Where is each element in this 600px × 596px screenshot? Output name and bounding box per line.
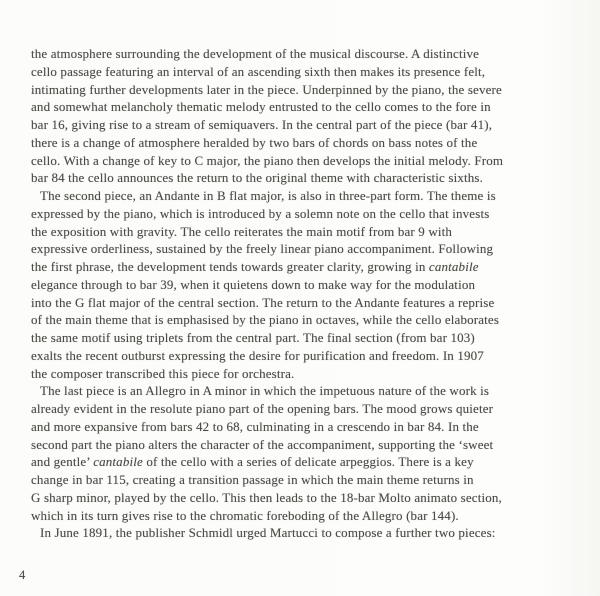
text-segment: which in its turn gives rise to the chromatic foreboding of the Allegro (bar 144). <box>31 507 459 523</box>
text-segment: second part the piano alters the character of the accompaniment, supporting the ‘sweet <box>31 436 494 452</box>
text-segment: of the main theme that is emphasised by the piano in octaves, while the cello elaborates <box>31 312 500 328</box>
text-segment: already evident in the resolute piano part of the opening bars. The mood grows quieter <box>31 401 494 416</box>
text-line <box>31 311 576 329</box>
text-line <box>31 400 576 418</box>
text-line <box>31 524 576 542</box>
text-line <box>31 436 576 454</box>
text-line <box>31 152 576 170</box>
text-line <box>31 329 576 347</box>
text-line <box>31 382 576 400</box>
text-segment: In June 1891, the publisher Schmidl urged Martucci to compose a further two pieces: <box>40 525 496 541</box>
italic-text: cantabile <box>428 259 479 274</box>
italic-text: cantabile <box>93 454 143 470</box>
text-segment: G sharp minor, played by the cello. This then leads to the 18-bar Molto animato section, <box>31 489 502 505</box>
text-line <box>31 489 576 507</box>
text-line <box>31 240 576 258</box>
text-line <box>31 45 576 63</box>
text-line <box>31 294 576 312</box>
body-text <box>31 45 576 542</box>
text-segment: the exposition with gravity. The cello reiterates the main motif from bar 9 with <box>31 223 453 239</box>
text-segment: exalts the recent outburst expressing the desire for purification and freedom. In 1907 <box>31 347 484 363</box>
text-segment: and more expansive from bars 42 to 68, culminating in a crescendo in bar 84. In the <box>31 418 479 434</box>
text-line <box>31 134 576 152</box>
text-line <box>31 169 576 187</box>
text-segment: The second piece, an Andante in B flat major, is also in three-part form. The theme is <box>40 188 496 203</box>
text-line <box>31 471 576 489</box>
text-segment: the first phrase, the development tends towards greater clarity, growing in <box>31 259 429 274</box>
text-segment: bar 16, giving rise to a stream of semiquavers. In the central part of the piece (bar 41), <box>31 117 493 132</box>
text-segment: expressed by the piano, which is introduced by a solemn note on the cello that invests <box>31 205 490 221</box>
text-segment: the atmosphere surrounding the development of the musical discourse. A distinctive <box>31 46 480 61</box>
text-segment: change in bar 115, creating a transition passage in which the main theme returns in <box>31 472 474 487</box>
text-line <box>31 258 576 276</box>
text-segment: cello. With a change of key to C major, the piano then develops the initial melody. From <box>31 152 504 168</box>
text-line <box>31 116 576 134</box>
text-segment: of the cello with a series of delicate arpeggios. There is a key <box>142 454 474 470</box>
text-segment: expressive orderliness, sustained by the freely linear piano accompaniment. Following <box>31 241 494 257</box>
text-line <box>31 453 576 471</box>
text-line <box>31 365 576 383</box>
text-line <box>31 98 576 116</box>
text-line <box>31 223 576 241</box>
text-segment: elegance through to bar 39, when it quietens down to make way for the modulation <box>31 276 476 292</box>
text-segment: and gentle’ <box>31 454 94 470</box>
page-number: 4 <box>19 568 26 582</box>
text-line <box>31 418 576 436</box>
text-segment: the composer transcribed this piece for orchestra. <box>31 365 295 381</box>
text-line <box>31 507 576 525</box>
text-segment: The last piece is an Allegro in A minor in which the impetuous nature of the work is <box>40 383 490 399</box>
text-segment: there is a change of atmosphere heralded by two bars of chords on bass notes of the <box>31 134 478 150</box>
text-line <box>31 276 576 294</box>
text-line <box>31 63 576 81</box>
text-segment: bar 84 the cello announces the return to the original theme with characteristic sixths. <box>31 170 484 186</box>
text-segment: and somewhat melancholy thematic melody entrusted to the cello comes to the fore in <box>31 99 491 115</box>
text-segment: intimating further developments later in the piece. Underpinned by the piano, the severe <box>31 81 502 97</box>
text-line <box>31 187 576 205</box>
text-segment: into the G flat major of the central section. The return to the Andante features a reprise <box>31 294 495 310</box>
text-line <box>31 81 576 99</box>
text-segment: the same motif using triplets from the central part. The final section (from bar 103) <box>31 330 475 345</box>
text-segment: cello passage featuring an interval of an ascending sixth then makes its presence felt, <box>31 63 486 79</box>
text-line <box>31 205 576 223</box>
text-line <box>31 347 576 365</box>
